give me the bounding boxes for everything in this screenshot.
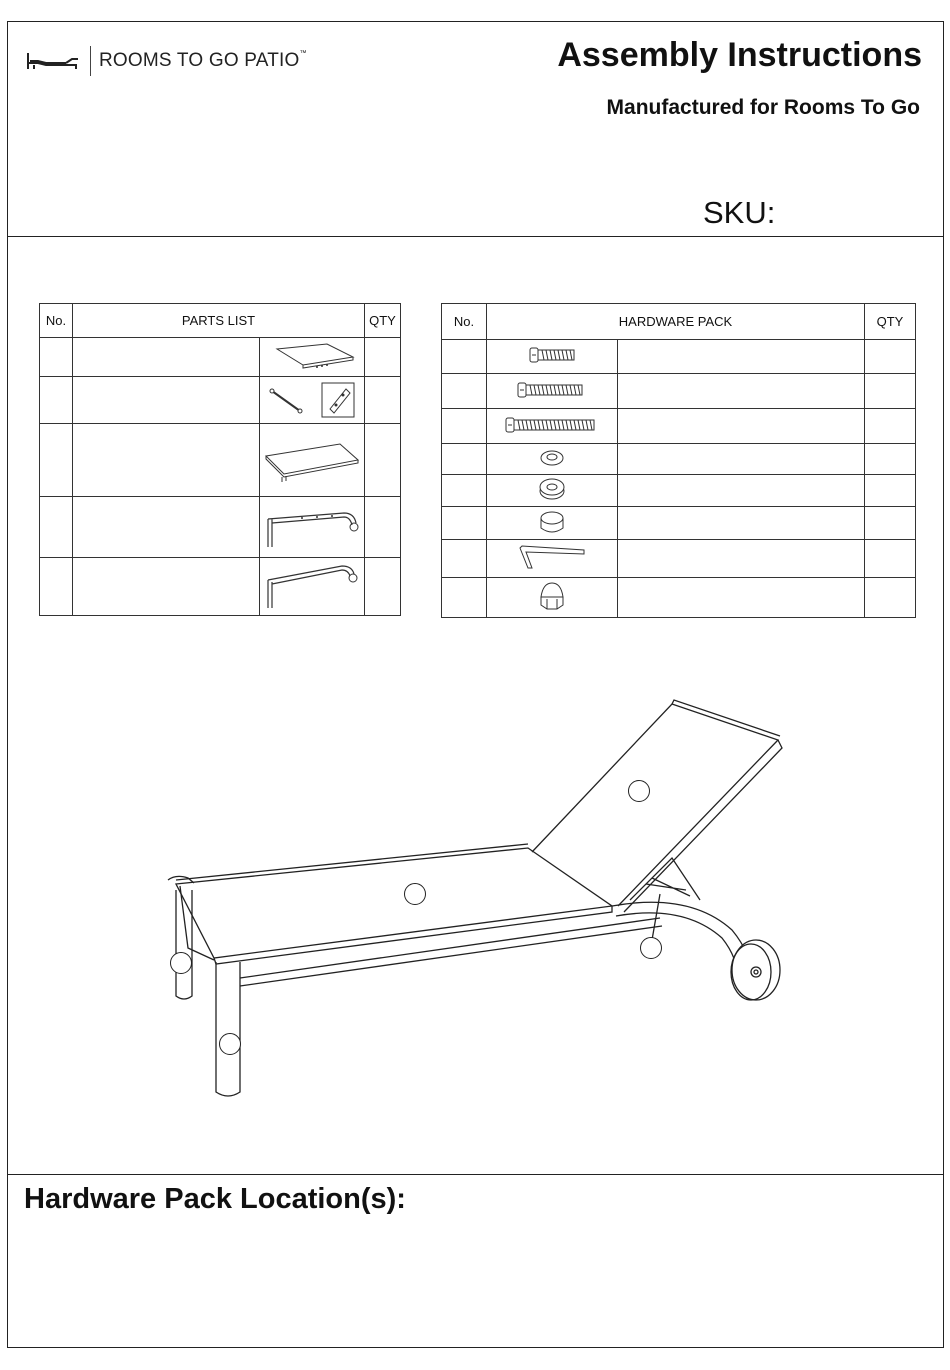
hardware-col-name: HARDWARE PACK [487, 304, 865, 340]
sku-label: SKU: [703, 195, 776, 230]
page-title: Assembly Instructions [557, 36, 922, 74]
side-frame-leg-icon [262, 560, 362, 610]
chaise-lounge-icon [26, 49, 80, 73]
page-frame [7, 21, 944, 1348]
hardware-row [442, 507, 916, 540]
side-frame-leg-icon [262, 501, 362, 551]
flat-washer-icon [537, 447, 567, 469]
hardware-row [442, 374, 916, 409]
hardware-row [442, 444, 916, 475]
callout-marker [404, 883, 426, 905]
hardware-row [442, 475, 916, 507]
brand-name: ROOMS TO GO PATIO™ [99, 50, 307, 71]
seat-sling-frame-icon [262, 434, 362, 484]
brand-logo [26, 46, 307, 76]
crossbar-and-bracket-icon [264, 379, 360, 419]
spring-washer-icon [537, 476, 567, 502]
callout-marker [640, 937, 662, 959]
chaise-lounge-assembled-icon [160, 695, 790, 1105]
parts-row [40, 497, 401, 558]
parts-row [40, 338, 401, 377]
parts-list-table [39, 303, 401, 616]
callout-marker [170, 952, 192, 974]
hardware-row [442, 409, 916, 444]
hardware-row [442, 578, 916, 618]
allen-wrench-icon [514, 540, 590, 574]
parts-col-no: No. [40, 304, 73, 338]
parts-row [40, 558, 401, 616]
plastic-cap-icon [537, 508, 567, 536]
short-bolt-icon [522, 345, 582, 365]
hardware-col-qty: QTY [865, 304, 916, 340]
callout-marker [219, 1033, 241, 1055]
cap-nut-icon [535, 579, 569, 613]
logo-divider [90, 46, 91, 76]
footer-divider [7, 1174, 944, 1175]
header-divider [7, 236, 944, 237]
parts-col-name: PARTS LIST [73, 304, 365, 338]
sling-seat-panel-icon [267, 341, 357, 371]
hardware-pack-table [441, 303, 916, 618]
long-bolt-icon [504, 415, 600, 435]
callout-marker [628, 780, 650, 802]
parts-row [40, 424, 401, 497]
parts-col-qty: QTY [365, 304, 401, 338]
hardware-row [442, 340, 916, 374]
hardware-location-label: Hardware Pack Location(s): [24, 1183, 406, 1215]
page-subtitle: Manufactured for Rooms To Go [606, 96, 920, 119]
medium-bolt-icon [514, 380, 590, 400]
hardware-row [442, 540, 916, 578]
hardware-col-no: No. [442, 304, 487, 340]
parts-row [40, 377, 401, 424]
